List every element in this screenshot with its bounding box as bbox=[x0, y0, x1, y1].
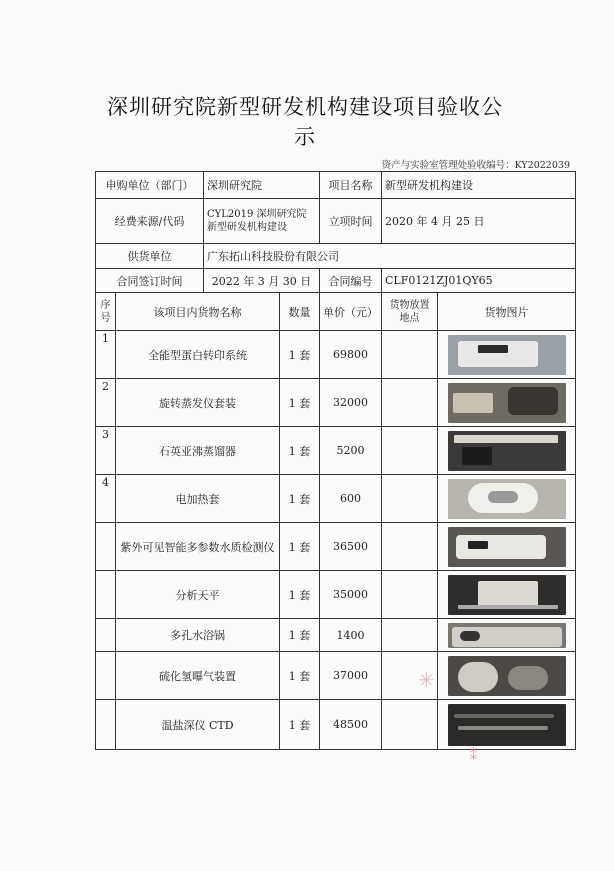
table-row bbox=[96, 523, 576, 571]
item-photo-cell bbox=[438, 619, 576, 652]
item-photo-cell bbox=[438, 379, 576, 427]
info-row-supplier bbox=[96, 244, 576, 269]
sign-label: 合同签订时间 bbox=[96, 269, 204, 293]
sign-value: 2022 年 3 月 30 日 bbox=[204, 269, 320, 293]
item-seq: 3 bbox=[96, 427, 116, 475]
item-place bbox=[382, 523, 438, 571]
item-price: 1400 bbox=[320, 619, 382, 652]
item-photo bbox=[448, 704, 566, 746]
photo-shape bbox=[454, 435, 558, 443]
item-place bbox=[382, 571, 438, 619]
item-seq bbox=[96, 571, 116, 619]
supplier-label: 供货单位 bbox=[96, 244, 204, 269]
item-qty: 1 套 bbox=[280, 652, 320, 700]
item-photo bbox=[448, 656, 566, 696]
item-name: 紫外可见智能多参数水质检测仪 bbox=[116, 523, 280, 571]
item-photo-cell bbox=[438, 427, 576, 475]
photo-shape bbox=[460, 631, 480, 641]
item-qty: 1 套 bbox=[280, 619, 320, 652]
acceptance-table bbox=[95, 171, 576, 750]
item-name: 旋转蒸发仪套装 bbox=[116, 379, 280, 427]
item-seq bbox=[96, 619, 116, 652]
item-photo bbox=[448, 479, 566, 519]
table-row bbox=[96, 571, 576, 619]
photo-shape bbox=[478, 581, 538, 607]
header-name: 该项目内货物名称 bbox=[116, 293, 280, 331]
info-row-funding bbox=[96, 199, 576, 244]
funding-label: 经费来源/代码 bbox=[96, 199, 204, 244]
photo-shape bbox=[458, 726, 548, 730]
document-title bbox=[70, 92, 540, 152]
title-line-2: 示 bbox=[294, 125, 316, 149]
item-qty: 1 套 bbox=[280, 523, 320, 571]
item-name: 分析天平 bbox=[116, 571, 280, 619]
item-price: 37000 bbox=[320, 652, 382, 700]
doc-number: 资产与实验室管理处验收编号：KY2022039 bbox=[381, 160, 570, 171]
item-photo-cell bbox=[438, 331, 576, 379]
table-row bbox=[96, 427, 576, 475]
item-qty: 1 套 bbox=[280, 700, 320, 750]
header-qty: 数量 bbox=[280, 293, 320, 331]
buyer-value: 深圳研究院 bbox=[204, 172, 320, 199]
item-name: 电加热套 bbox=[116, 475, 280, 523]
item-name: 多孔水浴锅 bbox=[116, 619, 280, 652]
item-name: 温盐深仪 CTD bbox=[116, 700, 280, 750]
item-photo-cell bbox=[438, 652, 576, 700]
item-price: 48500 bbox=[320, 700, 382, 750]
item-place bbox=[382, 379, 438, 427]
item-price: 32000 bbox=[320, 379, 382, 427]
item-seq bbox=[96, 700, 116, 750]
item-photo bbox=[448, 383, 566, 423]
table-row bbox=[96, 652, 576, 700]
photo-shape bbox=[453, 393, 493, 413]
photo-shape bbox=[508, 387, 558, 415]
item-seq bbox=[96, 523, 116, 571]
header-price: 单价（元） bbox=[320, 293, 382, 331]
item-photo-cell bbox=[438, 700, 576, 750]
item-qty: 1 套 bbox=[280, 427, 320, 475]
item-price: 69800 bbox=[320, 331, 382, 379]
photo-shape bbox=[458, 662, 498, 692]
item-qty: 1 套 bbox=[280, 475, 320, 523]
item-photo-cell bbox=[438, 523, 576, 571]
header-photo: 货物图片 bbox=[438, 293, 576, 331]
item-qty: 1 套 bbox=[280, 379, 320, 427]
photo-shape bbox=[488, 491, 518, 503]
item-seq: 2 bbox=[96, 379, 116, 427]
item-photo-cell bbox=[438, 475, 576, 523]
item-price: 5200 bbox=[320, 427, 382, 475]
item-name: 全能型蛋白转印系统 bbox=[116, 331, 280, 379]
item-qty: 1 套 bbox=[280, 331, 320, 379]
title-line-1: 深圳研究院新型研发机构建设项目验收公 bbox=[107, 95, 503, 119]
item-seq bbox=[96, 652, 116, 700]
item-photo bbox=[448, 575, 566, 615]
item-seq: 4 bbox=[96, 475, 116, 523]
item-photo bbox=[448, 431, 566, 471]
photo-shape bbox=[478, 345, 508, 353]
item-qty: 1 套 bbox=[280, 571, 320, 619]
buyer-label: 申购单位（部门） bbox=[96, 172, 204, 199]
ink-mark-small: ⁑ bbox=[470, 748, 477, 764]
item-name: 石英亚沸蒸馏器 bbox=[116, 427, 280, 475]
table-row bbox=[96, 700, 576, 750]
table-row bbox=[96, 331, 576, 379]
header-place: 货物放置地点 bbox=[382, 293, 438, 331]
item-photo bbox=[448, 527, 566, 567]
item-place bbox=[382, 475, 438, 523]
table-row bbox=[96, 379, 576, 427]
item-seq: 1 bbox=[96, 331, 116, 379]
header-seq: 序号 bbox=[96, 293, 116, 331]
item-place bbox=[382, 619, 438, 652]
setup-label: 立项时间 bbox=[320, 199, 382, 244]
photo-shape bbox=[454, 714, 554, 718]
items-header-row bbox=[96, 293, 576, 331]
item-price: 600 bbox=[320, 475, 382, 523]
item-photo-cell bbox=[438, 571, 576, 619]
table-row bbox=[96, 619, 576, 652]
item-place bbox=[382, 331, 438, 379]
item-place bbox=[382, 700, 438, 750]
funding-value: CYL2019 深圳研究院新型研发机构建设 bbox=[204, 199, 320, 244]
photo-shape bbox=[468, 541, 488, 549]
supplier-value: 广东拓山科技股份有限公司 bbox=[204, 244, 576, 269]
photo-shape bbox=[458, 605, 558, 609]
photo-shape bbox=[508, 666, 548, 690]
item-photo bbox=[448, 335, 566, 375]
ink-mark: ✳ bbox=[418, 668, 435, 692]
item-rows bbox=[96, 331, 576, 750]
info-row-buyer bbox=[96, 172, 576, 199]
item-place bbox=[382, 427, 438, 475]
project-value: 新型研发机构建设 bbox=[382, 172, 576, 199]
item-photo bbox=[448, 623, 566, 648]
table-row bbox=[96, 475, 576, 523]
setup-value: 2020 年 4 月 25 日 bbox=[382, 199, 576, 244]
info-row-contract bbox=[96, 269, 576, 293]
photo-shape bbox=[462, 447, 492, 465]
item-price: 35000 bbox=[320, 571, 382, 619]
item-price: 36500 bbox=[320, 523, 382, 571]
project-label: 项目名称 bbox=[320, 172, 382, 199]
contract-value: CLF0121ZJ01QY65 bbox=[382, 269, 576, 293]
contract-label: 合同编号 bbox=[320, 269, 382, 293]
item-name: 硫化氢曝气装置 bbox=[116, 652, 280, 700]
